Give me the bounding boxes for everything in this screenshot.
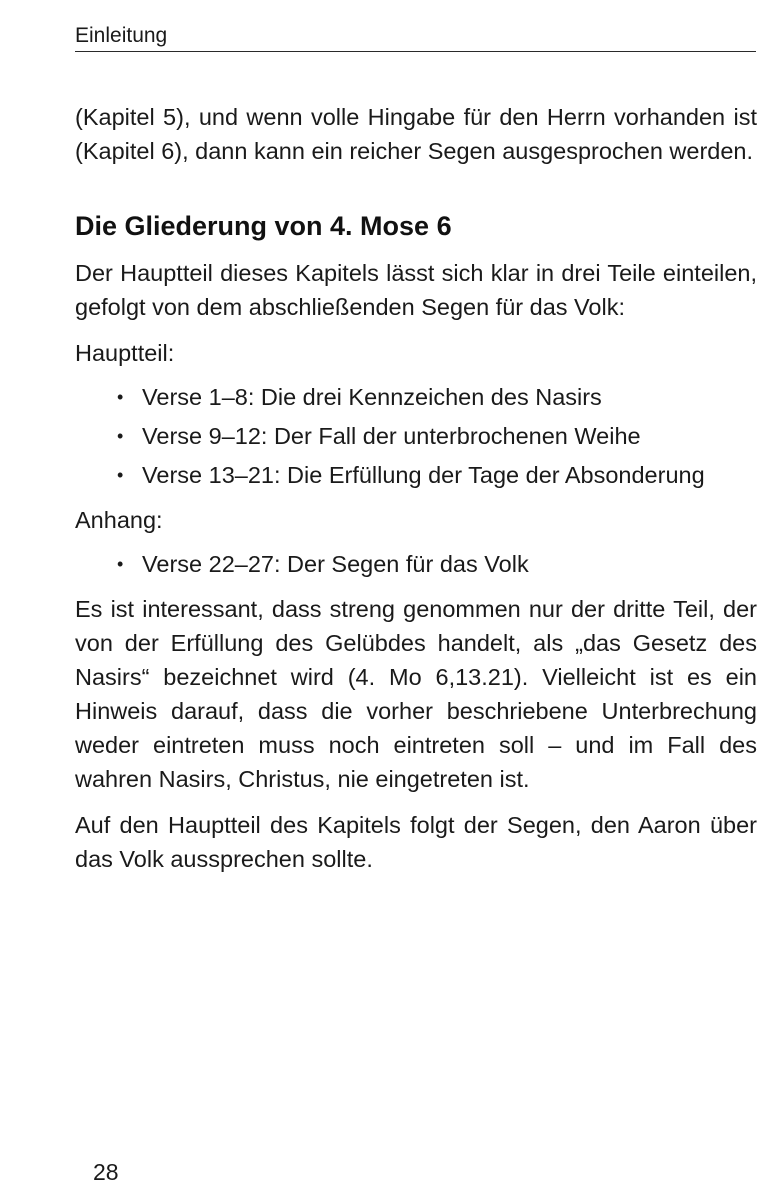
list-item: • Verse 1–8: Die drei Kennzeichen des Nasirs [115, 378, 757, 417]
main-part-label: Hauptteil: [75, 340, 175, 366]
closing-paragraph: Auf den Hauptteil des Kapitels folgt der Segen, den Aaron über das Volk aussprechen sollte. [75, 812, 757, 872]
list-item: • Verse 22–27: Der Segen für das Volk [115, 545, 757, 584]
header-rule [75, 51, 756, 52]
appendix-label: Anhang: [75, 507, 163, 533]
page-number: 28 [93, 1159, 119, 1185]
list-item: • Verse 9–12: Der Fall der unterbrochenen Weihe [115, 417, 757, 456]
page-body [75, 100, 757, 876]
intro-paragraph: (Kapitel 5), und wenn volle Hingabe für den Herrn vorhanden ist (Kapitel 6), dann kann ein reicher Segen ausgesprochen werden. [75, 104, 757, 164]
interesting-paragraph: Es ist interessant, dass streng genommen nur der dritte Teil, der von der Erfüllung des Gelübdes handelt, als „das Gesetz des Nasirs“ bezeichnet wird (4. Mo 6,13.21). Vielleicht ist es ein Hinweis darauf, dass die vorher beschriebene Unterbrechung weder eintreten muss noch eintreten soll – und im Fall des wahren Nasirs, Christus, nie eingetreten ist. [75, 596, 757, 792]
structure-intro-paragraph: Der Hauptteil dieses Kapitels lässt sich klar in drei Teile einteilen, gefolgt von dem abschließenden Segen für das Volk: [75, 260, 757, 320]
running-header: Einleitung [75, 24, 168, 47]
list-item: • Verse 13–21: Die Erfüllung der Tage der Absonderung [115, 456, 757, 495]
main-part-list [75, 378, 757, 495]
section-heading: Die Gliederung von 4. Mose 6 [75, 211, 452, 241]
appendix-list [75, 545, 757, 584]
